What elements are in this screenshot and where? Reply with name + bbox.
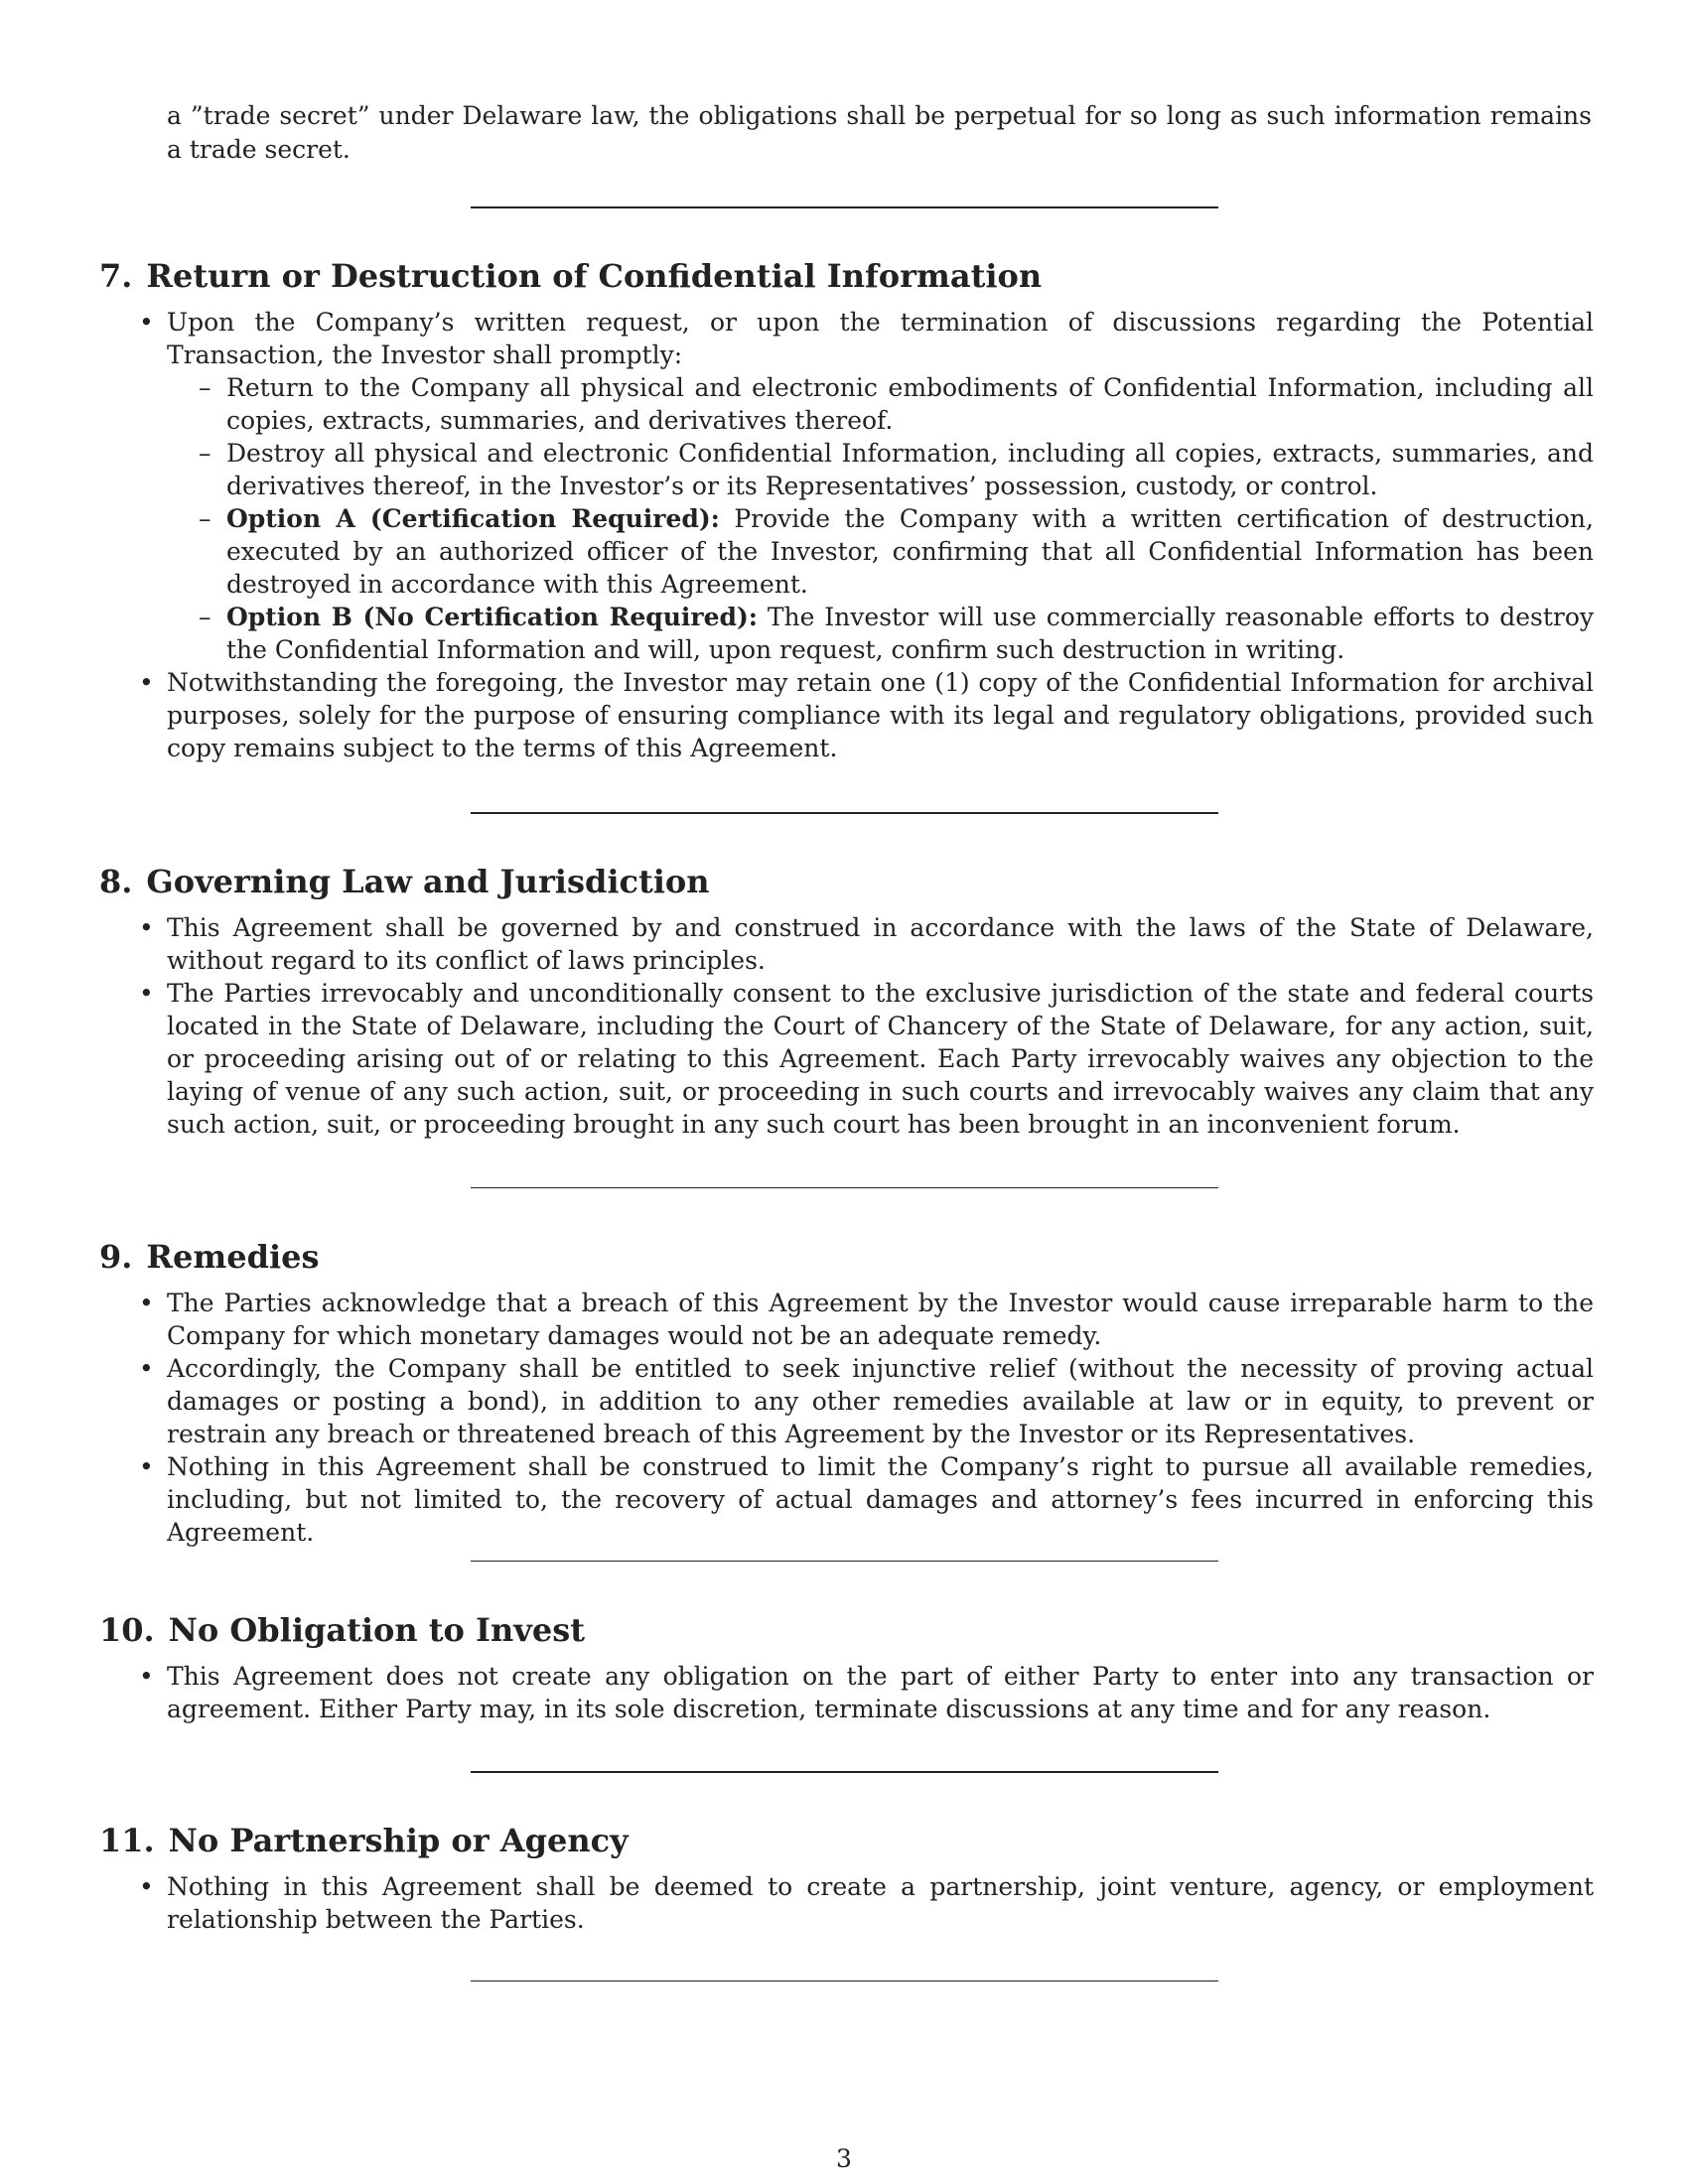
section-title: Return or Destruction of Confidential Information — [146, 257, 1043, 295]
section-number: 7. — [99, 257, 133, 295]
section-divider — [471, 1561, 1218, 1562]
sub-item-text: Provide the Company with a written certification of destruction, executed by an authorized officer of the Investor, confirming that all Confidential Information has been destroyed in accordance with this Agreement. — [226, 504, 1594, 599]
bullet-list — [99, 1660, 1594, 1725]
section-heading — [99, 1237, 1594, 1277]
section-title: No Partnership or Agency — [168, 1822, 629, 1859]
section-number: 11. — [99, 1822, 155, 1859]
list-item — [99, 1352, 1594, 1450]
section-7 — [99, 256, 1594, 764]
bullet-text: The Parties irrevocably and unconditionally consent to the exclusive jurisdiction of the state and federal courts located in the State of Delaware, including the Court of Chancery of the State of Delaware, for any action, suit, or proceeding arising out of or relating to this Agreement. Each Party irrevocably waives any objection to the laying of venue of any such action, suit, or proceeding in such courts and irrevocably waives any claim that any such action, suit, or proceeding brought in any such court has been brought in an inconvenient forum. — [167, 979, 1594, 1139]
bullet-text: This Agreement does not create any obligation on the part of either Party to enter into any transaction or agreement. Either Party may, in its sole discretion, terminate discussions at any time and for any reason. — [167, 1662, 1594, 1723]
list-item — [99, 1660, 1594, 1725]
section-title: Remedies — [146, 1238, 320, 1276]
bullet-list — [99, 306, 1594, 764]
sub-list-item — [167, 437, 1594, 502]
sub-item-label: Option A (Certification Required): — [226, 504, 720, 533]
section-8 — [99, 862, 1594, 1141]
section-divider — [471, 1187, 1218, 1188]
section-heading — [99, 256, 1594, 296]
section-divider — [471, 812, 1218, 814]
sub-item-text: Destroy all physical and electronic Confidential Information, including all copies, extracts, summaries, and derivatives thereof, in the Investor’s or its Representatives’ possession, custody, or control. — [226, 439, 1594, 500]
list-item — [99, 666, 1594, 764]
list-item — [99, 977, 1594, 1141]
page-number: 3 — [836, 2144, 852, 2173]
section-divider — [471, 1771, 1218, 1773]
section-heading — [99, 1610, 1594, 1650]
section-heading — [99, 1821, 1594, 1860]
section-divider — [471, 206, 1218, 208]
bullet-text: Nothing in this Agreement shall be construed to limit the Company’s right to pursue all available remedies, including, but not limited to, the recovery of actual damages and attorney’s fees incurred in enforcing this Agreement. — [167, 1452, 1594, 1547]
bullet-text: Accordingly, the Company shall be entitled to seek injunctive relief (without the necessity of proving actual damages or posting a bond), in addition to any other remedies available at law or in equity, to prevent or restrain any breach or threatened breach of this Agreement by the Investor or its Representatives. — [167, 1354, 1594, 1448]
section-9 — [99, 1237, 1594, 1549]
list-item — [99, 306, 1594, 666]
list-item — [99, 911, 1594, 977]
section-number: 8. — [99, 863, 133, 900]
section-number: 9. — [99, 1238, 133, 1276]
sub-list-item — [167, 601, 1594, 666]
sub-list — [167, 371, 1594, 666]
sub-item-label: Option B (No Certification Required): — [226, 603, 759, 631]
sub-list-item — [167, 371, 1594, 437]
bullet-text: Upon the Company’s written request, or upon the termination of discussions regarding the Potential Transaction, the Investor shall promptly: — [167, 308, 1594, 369]
bullet-text: Nothing in this Agreement shall be deemed to create a partnership, joint venture, agency, or employment relationship between the Parties. — [167, 1872, 1594, 1934]
bullet-list — [99, 1870, 1594, 1936]
section-title: Governing Law and Jurisdiction — [146, 863, 710, 900]
bullet-text: The Parties acknowledge that a breach of this Agreement by the Investor would cause irreparable harm to the Company for which monetary damages would not be an adequate remedy. — [167, 1289, 1594, 1350]
sub-item-text: The Investor will use commercially reasonable efforts to destroy the Confidential Information and will, upon request, confirm such destruction in writing. — [226, 603, 1594, 664]
section-title: No Obligation to Invest — [168, 1611, 586, 1649]
sub-item-text: Return to the Company all physical and electronic embodiments of Confidential Information, including all copies, extracts, summaries, and derivatives thereof. — [226, 373, 1594, 435]
section-divider — [471, 1980, 1218, 1981]
section-heading — [99, 862, 1594, 901]
bullet-text: Notwithstanding the foregoing, the Investor may retain one (1) copy of the Confidential Information for archival purposes, solely for the purpose of ensuring compliance with its legal and regulatory obligations, provided such copy remains subject to the terms of this Agreement. — [167, 668, 1594, 762]
section-11 — [99, 1821, 1594, 1936]
section-10 — [99, 1610, 1594, 1725]
bullet-text: This Agreement shall be governed by and construed in accordance with the laws of the State of Delaware, without regard to its conflict of laws principles. — [167, 913, 1594, 975]
bullet-list — [99, 911, 1594, 1141]
section-number: 10. — [99, 1611, 155, 1649]
sub-list-item — [167, 502, 1594, 601]
intro-paragraph: a ”trade secret” under Delaware law, the obligations shall be perpetual for so long as such information remains a trade secret. — [167, 101, 1592, 164]
list-item — [99, 1450, 1594, 1549]
bullet-list — [99, 1287, 1594, 1549]
list-item — [99, 1870, 1594, 1936]
list-item — [99, 1287, 1594, 1352]
